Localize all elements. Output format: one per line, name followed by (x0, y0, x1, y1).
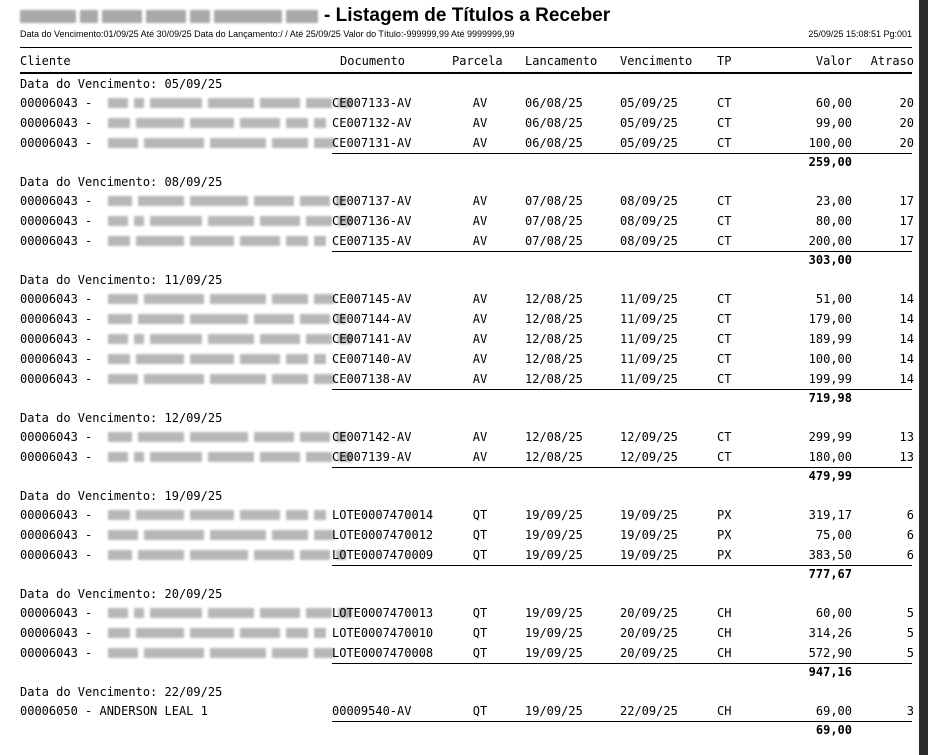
client-name-redacted (108, 354, 326, 364)
table-row (20, 505, 912, 525)
client-name-redacted (108, 294, 334, 304)
client-cell: 00006043 - (20, 646, 93, 660)
table-row (20, 603, 912, 623)
lancamento-cell: 12/08/25 (525, 450, 583, 464)
client-cell: 00006043 - (20, 214, 93, 228)
parcela-cell: AV (472, 234, 488, 248)
parcela-cell: AV (472, 214, 488, 228)
atraso-cell: 17 (899, 194, 914, 208)
lancamento-cell: 07/08/25 (525, 214, 583, 228)
documento-cell: CE007141-AV (332, 332, 412, 346)
valor-cell: 314,26 (808, 626, 852, 640)
table-row (20, 545, 912, 565)
vencimento-cell: 11/09/25 (620, 372, 678, 386)
parcela-cell: AV (472, 292, 488, 306)
column-header-vencimento: Vencimento (620, 54, 693, 68)
group-subtotal: 69,00 (815, 723, 852, 737)
documento-cell: CE007138-AV (332, 372, 412, 386)
parcela-cell: AV (472, 450, 488, 464)
table-row (20, 369, 912, 389)
client-cell: 00006043 - (20, 548, 93, 562)
client-cell: 00006043 - (20, 116, 93, 130)
valor-cell: 80,00 (815, 214, 852, 228)
documento-cell: CE007136-AV (332, 214, 412, 228)
tp-cell: CT (717, 96, 732, 110)
atraso-cell: 20 (899, 136, 914, 150)
atraso-cell: 13 (899, 450, 914, 464)
group-subtotal: 479,99 (808, 469, 852, 483)
group-subtotal: 259,00 (808, 155, 852, 169)
parcela-cell: AV (472, 116, 488, 130)
documento-cell: CE007135-AV (332, 234, 412, 248)
group-subtotal: 303,00 (808, 253, 852, 267)
lancamento-cell: 19/09/25 (525, 646, 583, 660)
table-row (20, 133, 912, 153)
column-header-row (20, 52, 912, 70)
due-date-group (20, 271, 912, 409)
lancamento-cell: 06/08/25 (525, 116, 583, 130)
client-name-redacted (108, 216, 352, 226)
client-name-redacted (108, 236, 326, 246)
tp-cell: CT (717, 136, 732, 150)
lancamento-cell: 07/08/25 (525, 234, 583, 248)
tp-cell: CT (717, 332, 732, 346)
parcela-cell: QT (472, 508, 488, 522)
lancamento-cell: 19/09/25 (525, 704, 583, 718)
valor-cell: 383,50 (808, 548, 852, 562)
client-name-redacted (108, 314, 346, 324)
lancamento-cell: 06/08/25 (525, 136, 583, 150)
valor-cell: 199,99 (808, 372, 852, 386)
client-cell: 00006043 - (20, 352, 93, 366)
due-date-group (20, 409, 912, 487)
documento-cell: CE007131-AV (332, 136, 412, 150)
group-title: Data do Vencimento: 12/09/25 (20, 411, 223, 425)
table-row (20, 643, 912, 663)
client-name-redacted (108, 550, 346, 560)
documento-cell: LOTE0007470008 (332, 646, 434, 660)
valor-cell: 23,00 (815, 194, 852, 208)
vencimento-cell: 11/09/25 (620, 352, 678, 366)
group-title: Data do Vencimento: 05/09/25 (20, 77, 223, 91)
atraso-cell: 14 (899, 292, 914, 306)
client-name-redacted (108, 628, 326, 638)
atraso-cell: 6 (906, 508, 914, 522)
table-row (20, 525, 912, 545)
group-subtotal-row (20, 389, 912, 407)
parcela-cell: QT (472, 548, 488, 562)
documento-cell: LOTE0007470014 (332, 508, 434, 522)
atraso-cell: 20 (899, 116, 914, 130)
lancamento-cell: 19/09/25 (525, 626, 583, 640)
group-subtotal-row (20, 153, 912, 171)
lancamento-cell: 19/09/25 (525, 528, 583, 542)
client-name-redacted (108, 510, 326, 520)
group-title: Data do Vencimento: 08/09/25 (20, 175, 223, 189)
lancamento-cell: 12/08/25 (525, 292, 583, 306)
valor-cell: 179,00 (808, 312, 852, 326)
client-cell: 00006043 - (20, 450, 93, 464)
vencimento-cell: 05/09/25 (620, 116, 678, 130)
tp-cell: CT (717, 352, 732, 366)
documento-cell: LOTE0007470010 (332, 626, 434, 640)
column-header-lancamento: Lancamento (525, 54, 598, 68)
parcela-cell: AV (472, 136, 488, 150)
vencimento-cell: 11/09/25 (620, 292, 678, 306)
vencimento-cell: 11/09/25 (620, 332, 678, 346)
vencimento-cell: 20/09/25 (620, 606, 678, 620)
vencimento-cell: 12/09/25 (620, 430, 678, 444)
tp-cell: CT (717, 430, 732, 444)
table-row (20, 191, 912, 211)
column-header-documento: Documento (340, 54, 406, 68)
client-cell: 00006043 - (20, 606, 93, 620)
client-name-redacted (108, 648, 334, 658)
tp-cell: CH (717, 626, 732, 640)
tp-cell: PX (717, 548, 732, 562)
documento-cell: CE007145-AV (332, 292, 412, 306)
parcela-cell: AV (472, 194, 488, 208)
lancamento-cell: 07/08/25 (525, 194, 583, 208)
lancamento-cell: 19/09/25 (525, 508, 583, 522)
client-cell: 00006043 - (20, 626, 93, 640)
group-title: Data do Vencimento: 11/09/25 (20, 273, 223, 287)
parcela-cell: AV (472, 312, 488, 326)
client-cell: 00006043 - (20, 234, 93, 248)
atraso-cell: 5 (906, 646, 914, 660)
documento-cell: LOTE0007470009 (332, 548, 434, 562)
tp-cell: CT (717, 450, 732, 464)
report-body (20, 75, 912, 741)
table-row (20, 211, 912, 231)
vencimento-cell: 08/09/25 (620, 234, 678, 248)
atraso-cell: 6 (906, 548, 914, 562)
group-subtotal: 719,98 (808, 391, 852, 405)
vencimento-cell: 08/09/25 (620, 194, 678, 208)
atraso-cell: 13 (899, 430, 914, 444)
client-cell: 00006043 - (20, 312, 93, 326)
tp-cell: CT (717, 292, 732, 306)
parcela-cell: AV (472, 352, 488, 366)
group-title: Data do Vencimento: 20/09/25 (20, 587, 223, 601)
valor-cell: 60,00 (815, 606, 852, 620)
table-row (20, 447, 912, 467)
vencimento-cell: 12/09/25 (620, 450, 678, 464)
due-date-group (20, 683, 912, 741)
valor-cell: 180,00 (808, 450, 852, 464)
client-name-redacted (108, 98, 352, 108)
atraso-cell: 14 (899, 312, 914, 326)
client-cell: 00006043 - (20, 332, 93, 346)
tp-cell: CT (717, 116, 732, 130)
lancamento-cell: 12/08/25 (525, 372, 583, 386)
client-name-redacted (108, 530, 334, 540)
atraso-cell: 5 (906, 606, 914, 620)
valor-cell: 99,00 (815, 116, 852, 130)
table-row (20, 93, 912, 113)
lancamento-cell: 19/09/25 (525, 548, 583, 562)
tp-cell: CT (717, 372, 732, 386)
lancamento-cell: 12/08/25 (525, 430, 583, 444)
column-header-divider (20, 72, 912, 74)
tp-cell: CH (717, 646, 732, 660)
due-date-group (20, 487, 912, 585)
table-row (20, 289, 912, 309)
documento-cell: LOTE0007470013 (332, 606, 434, 620)
vencimento-cell: 20/09/25 (620, 626, 678, 640)
client-cell: 00006043 - (20, 292, 93, 306)
valor-cell: 319,17 (808, 508, 852, 522)
client-name-redacted (108, 196, 346, 206)
group-subtotal: 947,16 (808, 665, 852, 679)
table-row (20, 427, 912, 447)
parcela-cell: AV (472, 372, 488, 386)
parcela-cell: AV (472, 96, 488, 110)
window-frame-edge (919, 0, 928, 755)
valor-cell: 299,99 (808, 430, 852, 444)
tp-cell: PX (717, 508, 732, 522)
client-name-redacted (108, 374, 334, 384)
documento-cell: LOTE0007470012 (332, 528, 434, 542)
atraso-cell: 14 (899, 332, 914, 346)
group-subtotal-row (20, 565, 912, 583)
lancamento-cell: 19/09/25 (525, 606, 583, 620)
atraso-cell: 14 (899, 372, 914, 386)
client-name-redacted (108, 608, 352, 618)
client-cell: 00006043 - (20, 194, 93, 208)
lancamento-cell: 12/08/25 (525, 332, 583, 346)
valor-cell: 572,90 (808, 646, 852, 660)
documento-cell: CE007139-AV (332, 450, 412, 464)
valor-cell: 100,00 (808, 136, 852, 150)
parcela-cell: QT (472, 704, 488, 718)
vencimento-cell: 20/09/25 (620, 646, 678, 660)
vencimento-cell: 05/09/25 (620, 96, 678, 110)
client-name-redacted (108, 452, 352, 462)
documento-cell: CE007144-AV (332, 312, 412, 326)
tp-cell: CT (717, 312, 732, 326)
company-name-redacted (20, 10, 322, 23)
client-name-redacted (108, 432, 346, 442)
documento-cell: CE007137-AV (332, 194, 412, 208)
tp-cell: CH (717, 606, 732, 620)
group-subtotal-row (20, 721, 912, 739)
client-cell: 00006043 - (20, 528, 93, 542)
parcela-cell: QT (472, 646, 488, 660)
client-cell: 00006043 - (20, 96, 93, 110)
atraso-cell: 5 (906, 626, 914, 640)
valor-cell: 189,99 (808, 332, 852, 346)
tp-cell: PX (717, 528, 732, 542)
header-divider (20, 47, 912, 48)
vencimento-cell: 19/09/25 (620, 548, 678, 562)
lancamento-cell: 12/08/25 (525, 312, 583, 326)
table-row (20, 701, 912, 721)
documento-cell: CE007133-AV (332, 96, 412, 110)
parcela-cell: AV (472, 332, 488, 346)
tp-cell: CT (717, 214, 732, 228)
print-timestamp-page: 25/09/25 15:08:51 Pg:001 (808, 29, 912, 39)
client-name-redacted (108, 118, 326, 128)
group-subtotal-row (20, 663, 912, 681)
due-date-group (20, 585, 912, 683)
vencimento-cell: 08/09/25 (620, 214, 678, 228)
client-name-redacted (108, 138, 334, 148)
valor-cell: 100,00 (808, 352, 852, 366)
valor-cell: 75,00 (815, 528, 852, 542)
table-row (20, 329, 912, 349)
table-row (20, 231, 912, 251)
vencimento-cell: 22/09/25 (620, 704, 678, 718)
parcela-cell: QT (472, 528, 488, 542)
due-date-group (20, 173, 912, 271)
group-spacer (20, 739, 912, 741)
vencimento-cell: 11/09/25 (620, 312, 678, 326)
group-title: Data do Vencimento: 19/09/25 (20, 489, 223, 503)
documento-cell: 00009540-AV (332, 704, 412, 718)
valor-cell: 200,00 (808, 234, 852, 248)
atraso-cell: 20 (899, 96, 914, 110)
column-header-parcela: Parcela (452, 54, 503, 68)
tp-cell: CH (717, 704, 732, 718)
table-row (20, 349, 912, 369)
tp-cell: CT (717, 194, 732, 208)
group-title: Data do Vencimento: 22/09/25 (20, 685, 223, 699)
client-cell: 00006043 - (20, 136, 93, 150)
documento-cell: CE007142-AV (332, 430, 412, 444)
report-filters: Data do Vencimento:01/09/25 Até 30/09/25 Data do Lançamento:/ / Até 25/09/25 Valor do Título:-999999,99 Até 9999999,99 (20, 29, 515, 39)
client-name-redacted (108, 334, 352, 344)
documento-cell: CE007132-AV (332, 116, 412, 130)
report-title: - Listagem de Títulos a Receber (324, 5, 611, 26)
lancamento-cell: 12/08/25 (525, 352, 583, 366)
atraso-cell: 17 (899, 234, 914, 248)
valor-cell: 51,00 (815, 292, 852, 306)
client-cell: 00006050 - ANDERSON LEAL 1 (20, 704, 208, 718)
column-header-valor: Valor (815, 54, 852, 68)
vencimento-cell: 05/09/25 (620, 136, 678, 150)
parcela-cell: AV (472, 430, 488, 444)
lancamento-cell: 06/08/25 (525, 96, 583, 110)
column-header-atraso: Atraso (870, 54, 914, 68)
table-row (20, 623, 912, 643)
client-cell: 00006043 - (20, 508, 93, 522)
report-header (20, 4, 912, 44)
table-row (20, 113, 912, 133)
group-subtotal-row (20, 251, 912, 269)
parcela-cell: QT (472, 606, 488, 620)
vencimento-cell: 19/09/25 (620, 508, 678, 522)
atraso-cell: 6 (906, 528, 914, 542)
parcela-cell: QT (472, 626, 488, 640)
table-row (20, 309, 912, 329)
column-header-cliente: Cliente (20, 54, 71, 68)
valor-cell: 69,00 (815, 704, 852, 718)
group-subtotal-row (20, 467, 912, 485)
atraso-cell: 17 (899, 214, 914, 228)
atraso-cell: 14 (899, 352, 914, 366)
tp-cell: CT (717, 234, 732, 248)
client-cell: 00006043 - (20, 430, 93, 444)
atraso-cell: 3 (906, 704, 914, 718)
vencimento-cell: 19/09/25 (620, 528, 678, 542)
column-header-tp: TP (717, 54, 732, 68)
valor-cell: 60,00 (815, 96, 852, 110)
client-cell: 00006043 - (20, 372, 93, 386)
group-subtotal: 777,67 (808, 567, 852, 581)
due-date-group (20, 75, 912, 173)
documento-cell: CE007140-AV (332, 352, 412, 366)
